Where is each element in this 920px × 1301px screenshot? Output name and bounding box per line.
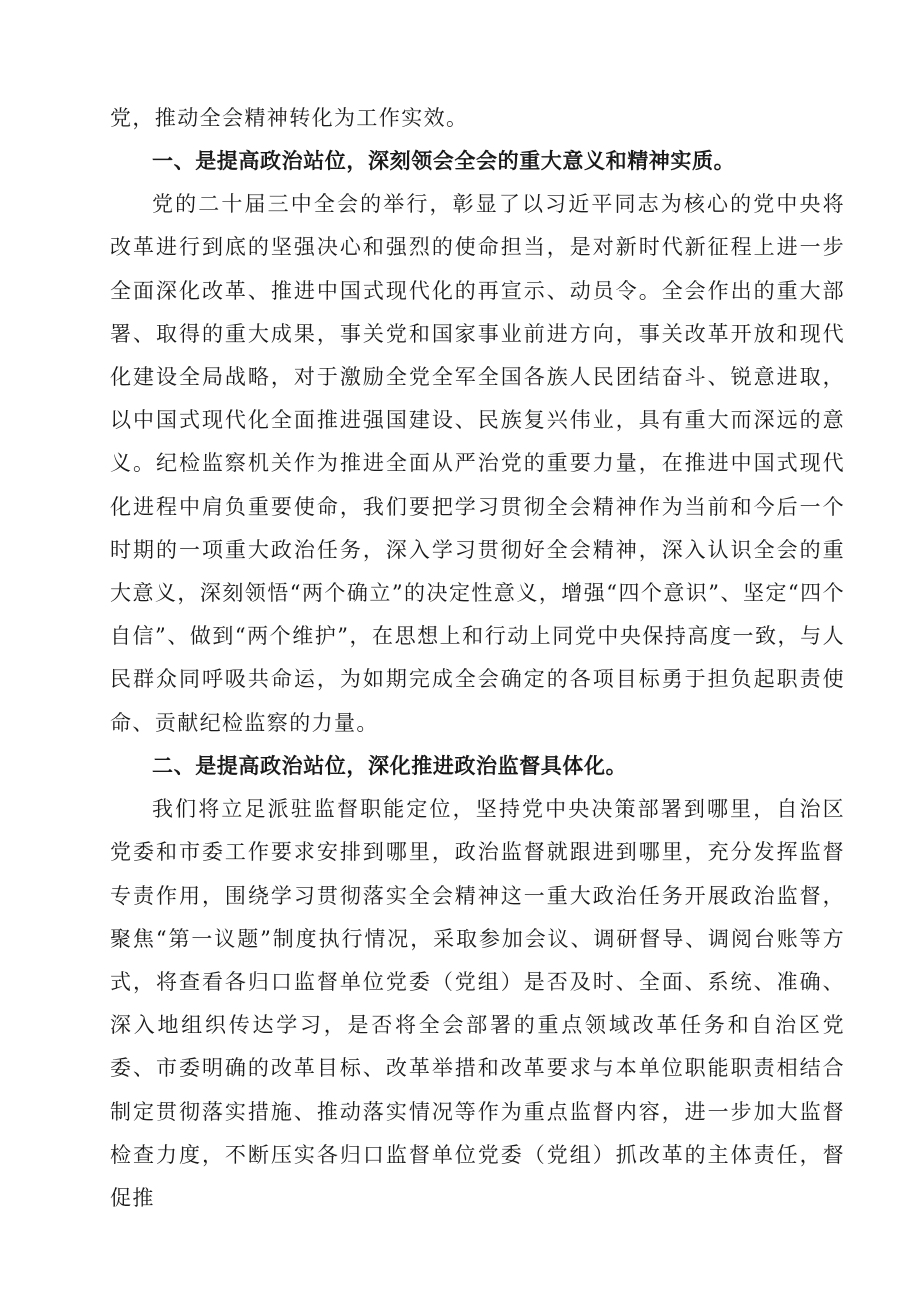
- paragraph-1: 党的二十届三中全会的举行，彰显了以习近平同志为核心的党中央将改革进行到底的坚强决心和强烈的使命担当，是对新时代新征程上进一步全面深化改革、推进中国式现代化的再宣示、动员令。全会作出的重大部署、取得的重大成果，事关党和国家事业前进方向，事关改革开放和现代化建设全局战略，对于激励全党全军全国各族人民团结奋斗、锐意进取，以中国式现代化全面推进强国建设、民族复兴伟业，具有重大而深远的意义。纪检监察机关作为推进全面从严治党的重要力量，在推进中国式现代化进程中肩负重要使命，我们要把学习贯彻全会精神作为当前和今后一个时期的一项重大政治任务，深入学习贯彻好全会精神，深入认识全会的重大意义，深刻领悟“两个确立”的决定性意义，增强“四个意识”、坚定“四个自信”、做到“两个维护”，在思想上和行动上同党中央保持高度一致，与人民群众同呼吸共命运，为如期完成全会确定的各项目标勇于担负起职责使命、贡献纪检监察的力量。: [110, 192, 845, 735]
- text-block-top: [110, 97, 845, 140]
- section-heading-1: 一、是提高政治站位，深刻领会全会的重大意义和精神实质。: [152, 149, 736, 173]
- section-heading-2: 二、是提高政治站位，深化推进政治监督具体化。: [152, 754, 628, 778]
- text-block-section-1: [110, 140, 845, 745]
- carryover-line: 党，推动全会精神转化为工作实效。: [110, 106, 469, 130]
- paragraph-2: 我们将立足派驻监督职能定位，坚持党中央决策部署到哪里，自治区党委和市委工作要求安排到哪里，政治监督就跟进到哪里，充分发挥监督专责作用，围绕学习贯彻落实全会精神这一重大政治任务开展政治监督，聚焦“第一议题”制度执行情况，采取参加会议、调研督导、调阅台账等方式，将查看各归口监督单位党委（党组）是否及时、全面、系统、准确、深入地组织传达学习，是否将全会部署的重点领域改革任务和自治区党委、市委明确的改革目标、改革举措和改革要求与本单位职能职责相结合制定贯彻落实措施、推动落实情况等作为重点监督内容，进一步加大监督检查力度，不断压实各归口监督单位党委（党组）抓改革的主体责任，督促推: [110, 797, 845, 1211]
- text-block-section-2: [110, 745, 845, 1220]
